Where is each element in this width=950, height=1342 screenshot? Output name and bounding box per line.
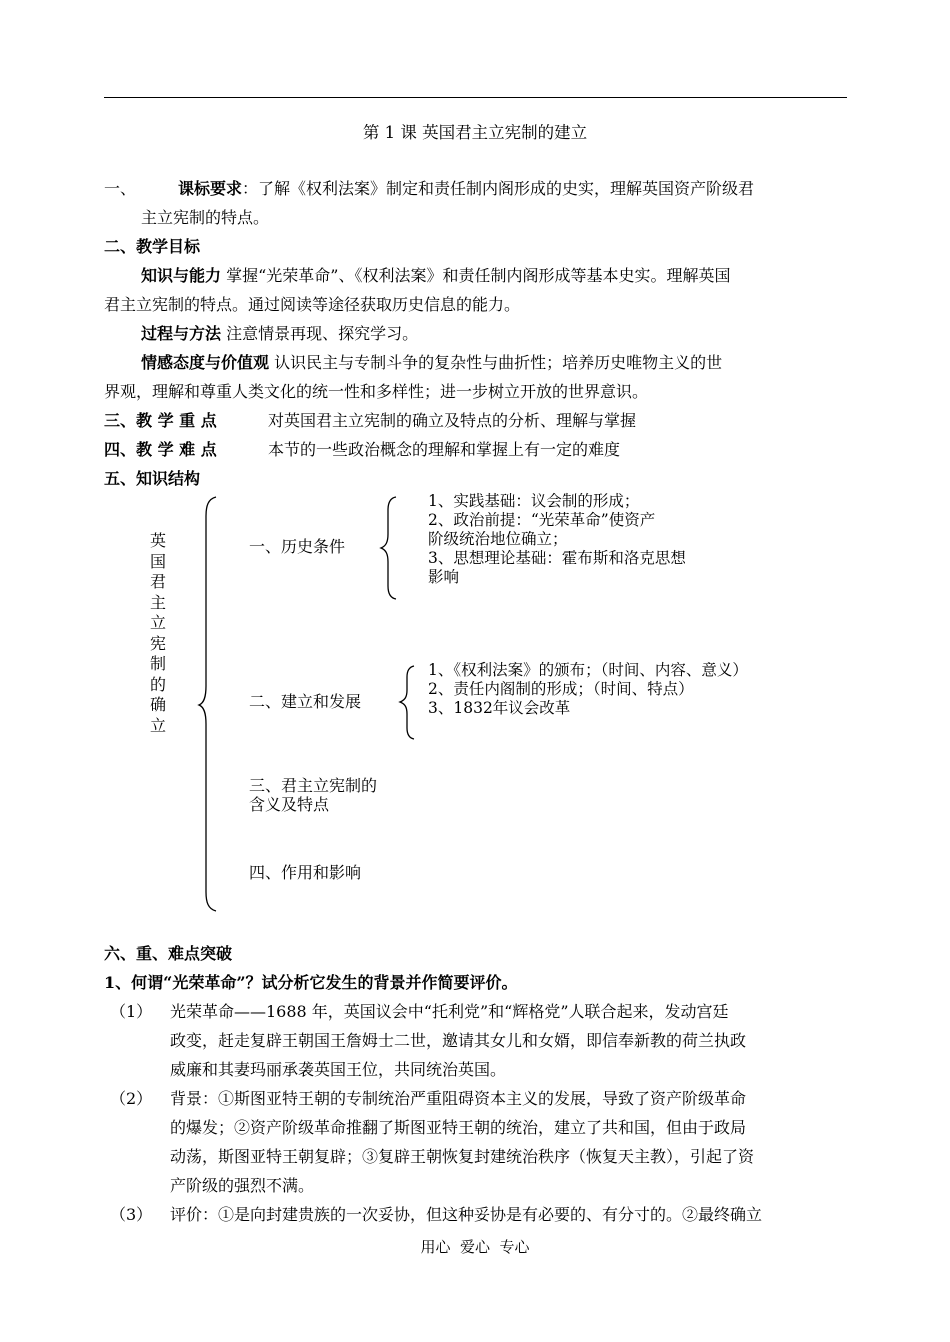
section-6-heading: 六、重、难点突破 [104,944,233,963]
section-1-text: ：了解《权利法案》制定和责任制内阁形成的史实，理解英国资产阶级君 [242,179,755,198]
process-label: 过程与方法 [141,324,222,343]
root-brace [199,497,216,911]
para-2-line: 产阶级的强烈不满。 [170,1176,315,1195]
para-1-line: 光荣革命——1688 年，英国议会中“托利党”和“辉格党”人联合起来，发动宫廷 [170,1002,729,1021]
emotion-text: 认识民主与专制斗争的复杂性与曲折性；培养历史唯物主义的世 [269,353,723,372]
branch-3-line-1: 三、君主立宪制的 [249,776,378,795]
branch-1-item: 3、思想理论基础：霍布斯和洛克思想 [428,549,686,567]
branch-2-brace [400,666,414,739]
para-2-line: 的爆发；②资产阶级革命推翻了斯图亚特王朝的统治，建立了共和国，但由于政局 [170,1118,747,1137]
para-1-number: （1） [110,1002,153,1021]
process-text: 注意情景再现、探究学习。 [221,324,419,343]
section-4-text: 本节的一些政治概念的理解和掌握上有一定的难度 [268,440,621,459]
knowledge-label: 知识与能力 [141,266,222,285]
branch-1-item: 1、实践基础：议会制的形成； [428,492,640,510]
section-5-heading: 五、知识结构 [104,469,201,488]
para-1-line: 威廉和其妻玛丽承袭英国王位，共同统治英国。 [170,1060,507,1079]
branch-1-label: 一、历史条件 [249,537,346,556]
branch-1-item: 2、政治前提：“光荣革命”使资产 [428,511,656,529]
knowledge-line-2: 君主立宪制的特点。通过阅读等途径获取历史信息的能力。 [104,295,521,314]
question-1: 1、何谓“光荣革命”？试分析它发生的背景并作简要评价。 [104,973,518,992]
branch-2-label: 二、建立和发展 [249,692,362,711]
structure-root: 英国君主立宪制的确立 [149,531,166,735]
page-title: 第 1 课 英国君主立宪制的建立 [362,123,588,142]
branch-3-line-2: 含义及特点 [249,795,330,814]
branch-2-item: 3、1832年议会改革 [428,699,571,717]
para-2-line: 背景：①斯图亚特王朝的专制统治严重阻碍资本主义的发展，导致了资产阶级革命 [170,1089,747,1108]
branch-1-item: 影响 [428,568,460,586]
branch-4-label: 四、作用和影响 [249,863,362,882]
section-3-label: 三、教 学 重 点 [104,411,217,430]
section-1-number: 一、 [104,179,137,198]
section-3-text: 对英国君主立宪制的确立及特点的分析、理解与掌握 [268,411,637,430]
section-2-heading: 二、教学目标 [104,237,201,256]
section-4-label: 四、教 学 难 点 [104,440,217,459]
emotion-label: 情感态度与价值观 [141,353,270,372]
page-footer: 用心 爱心 专心 [420,1238,530,1256]
para-3-line: 评价：①是向封建贵族的一次妥协，但这种妥协是有必要的、有分寸的。②最终确立 [170,1205,763,1224]
knowledge-text: 掌握“光荣革命”、《权利法案》和责任制内阁形成等基本史实。理解英国 [221,266,731,285]
section-1-label: 课标要求 [178,179,243,198]
para-2-line: 动荡，斯图亚特王朝复辟；③复辟王朝恢复封建统治秩序（恢复天主教），引起了资 [170,1147,755,1166]
branch-1-brace [381,497,396,599]
para-2-number: （2） [110,1089,153,1108]
para-1-line: 政变，赶走复辟王朝国王詹姆士二世，邀请其女儿和女婿，即信奉新教的荷兰执政 [170,1031,747,1050]
branch-2-item: 2、责任内阁制的形成；（时间、特点） [428,680,694,698]
para-3-number: （3） [110,1205,153,1224]
emotion-line-2: 界观，理解和尊重人类文化的统一性和多样性；进一步树立开放的世界意识。 [104,382,649,401]
branch-1-item: 阶级统治地位确立； [428,530,568,548]
branch-2-item: 1、《权利法案》的颁布；（时间、内容、意义） [428,661,748,679]
section-1-line-2: 主立宪制的特点。 [141,208,270,227]
